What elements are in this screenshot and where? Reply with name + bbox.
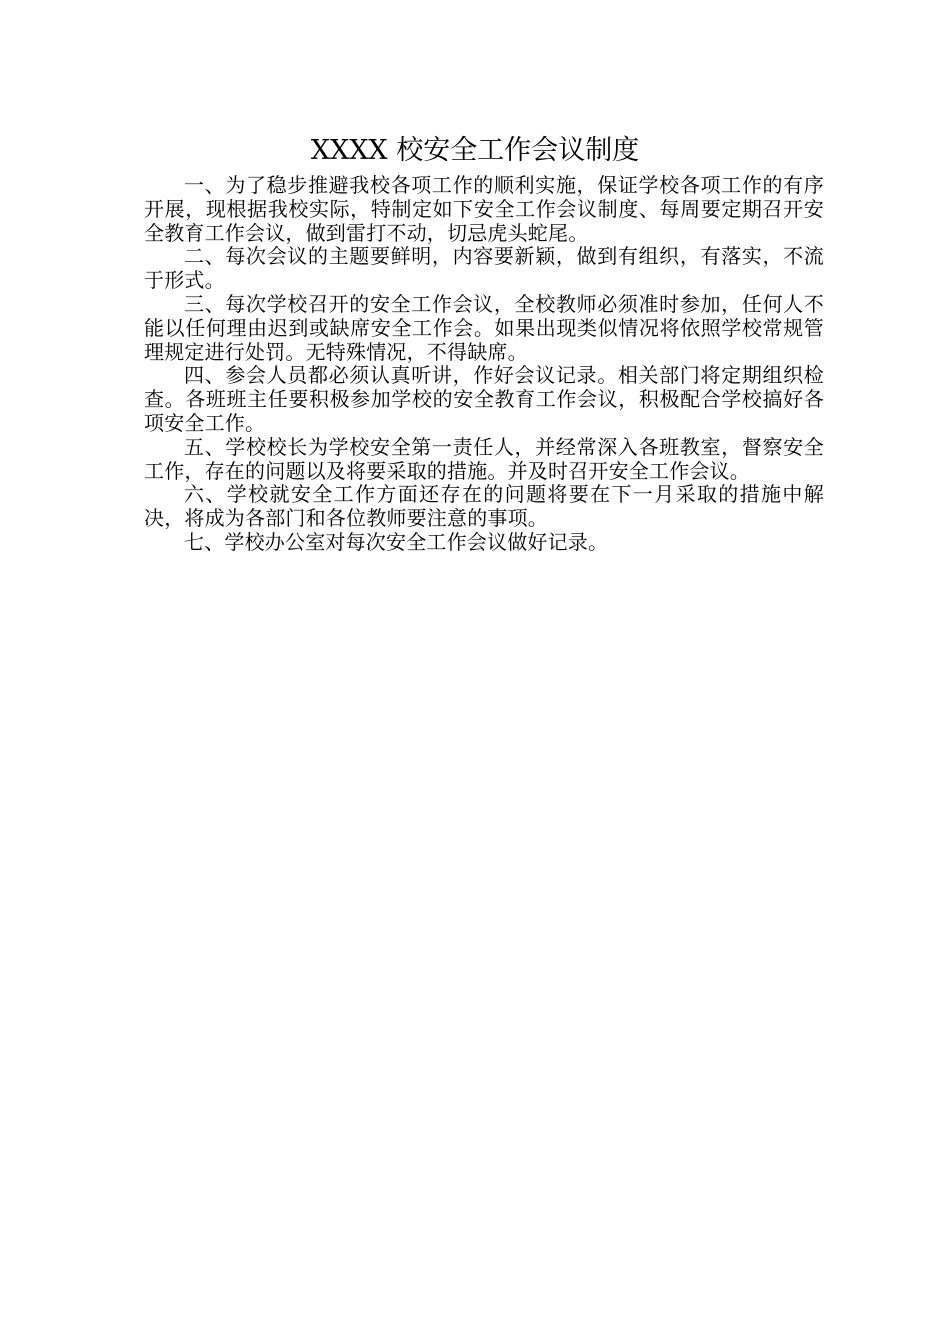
document-title: XXXX 校安全工作会议制度 (310, 135, 640, 166)
paragraph-4: 四、参会人员都必须认真听讲，作好会议记录。相关部门将定期组织检查。各班班主任要积极参加学校的安全教育工作会议，积极配合学校搞好各项安全工作。 (144, 363, 824, 435)
paragraph-3: 三、每次学校召开的安全工作会议，全校教师必须准时参加，任何人不能以任何理由迟到或缺席安全工作会。如果出现类似情况将依照学校常规管理规定进行处罚。无特殊情况，不得缺席。 (144, 291, 824, 364)
document-body (144, 174, 824, 555)
paragraph-6: 六、学校就安全工作方面还存在的问题将要在下一月采取的措施中解决，将成为各部门和各位教师要注意的事项。 (144, 482, 824, 531)
paragraph-5: 五、学校校长为学校安全第一责任人，并经常深入各班教室，督察安全工作，存在的问题以及将要采取的措施。并及时召开安全工作会议。 (144, 434, 824, 483)
paragraph-1: 一、为了稳步推避我校各项工作的顺利实施，保证学校各项工作的有序开展，现根据我校实际，特制定如下安全工作会议制度、每周要定期召开安全教育工作会议，做到雷打不动，切忌虎头蛇尾。 (144, 173, 824, 245)
paragraph-2: 二、每次会议的主题要鲜明，内容要新颖，做到有组织，有落实，不流于形式。 (144, 244, 824, 293)
paragraph-7: 七、学校办公室对每次安全工作会议做好记录。 (184, 529, 609, 554)
